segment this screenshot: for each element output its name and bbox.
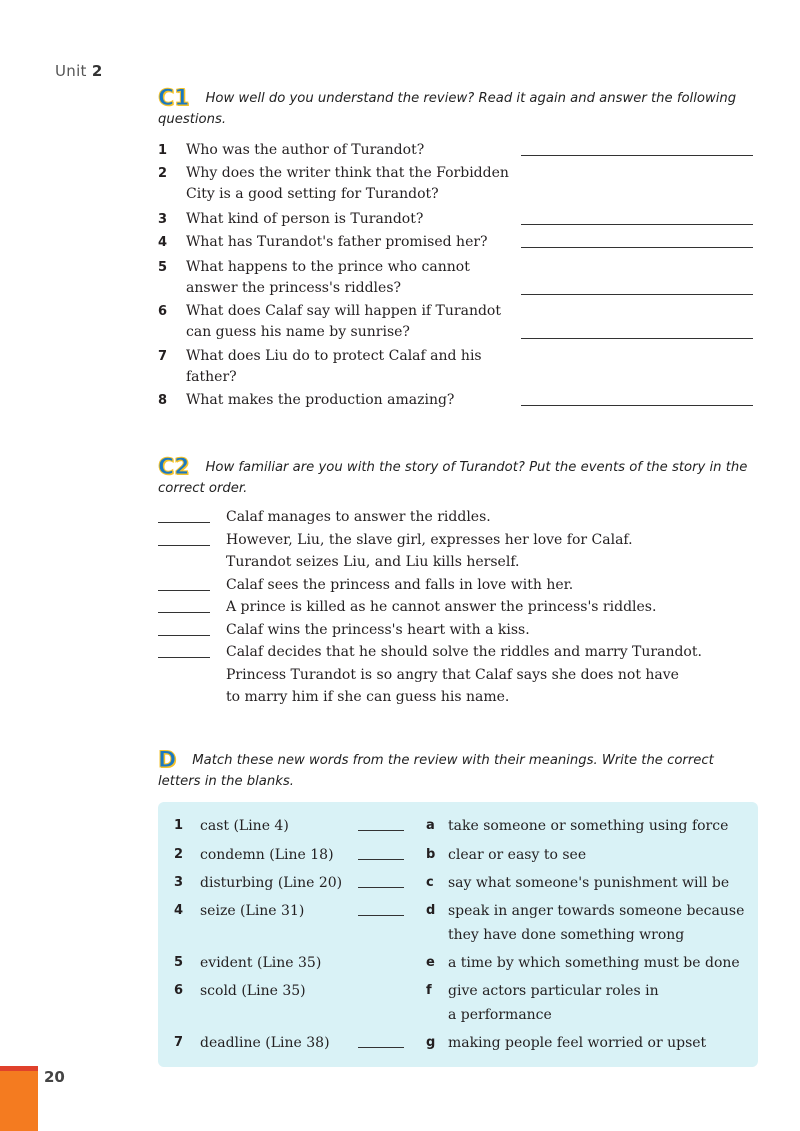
order-blank[interactable] — [158, 596, 210, 613]
question-number: 2 — [158, 166, 168, 181]
question-row — [158, 232, 753, 257]
order-blank[interactable] — [158, 506, 210, 523]
event-text: A prince is killed as he cannot answer the princess's riddles. — [226, 599, 657, 615]
page-color-bar-accent — [0, 1066, 38, 1071]
meaning-text: making people feel worried or upset — [448, 1035, 707, 1051]
c2-instruction-block — [158, 457, 753, 498]
match-row — [174, 843, 764, 871]
d-instruction-block — [158, 750, 753, 791]
match-row — [174, 1031, 764, 1057]
letter-blank[interactable] — [358, 871, 404, 888]
word-term: scold (Line 35) — [200, 983, 306, 999]
answer-line[interactable] — [521, 294, 753, 295]
match-row — [174, 814, 764, 843]
unit-number: 2 — [91, 62, 103, 80]
c2-badge: C2 — [158, 455, 190, 480]
order-blank[interactable] — [158, 529, 210, 546]
meaning-letter: a — [426, 818, 435, 833]
meaning-text: say what someone's punishment will be — [448, 875, 730, 891]
word-number: 5 — [174, 955, 184, 970]
match-row — [174, 979, 764, 1031]
meaning-text: a time by which something must be done — [448, 955, 740, 971]
question-text: What does Liu do to protect Calaf and his father? — [186, 348, 482, 385]
c2-event-list — [158, 506, 753, 709]
event-row — [158, 619, 753, 642]
question-row — [158, 301, 753, 346]
answer-line[interactable] — [521, 338, 753, 339]
meaning-text: take someone or something using force — [448, 818, 729, 834]
word-number: 7 — [174, 1035, 184, 1050]
question-text: What kind of person is Turandot? — [186, 211, 424, 227]
meaning-letter: g — [426, 1035, 436, 1050]
question-text: Why does the writer think that the Forbidden City is a good setting for Turandot? — [186, 165, 509, 202]
c1-instruction: How well do you understand the review? Read it again and answer the following questions. — [158, 91, 737, 127]
event-row — [158, 664, 753, 709]
d-instruction: Match these new words from the review with their meanings. Write the correct letters in the blanks. — [158, 753, 714, 789]
c1-instruction-block — [158, 88, 753, 129]
meaning-letter: f — [426, 983, 432, 998]
word-number: 6 — [174, 983, 184, 998]
word-number: 2 — [174, 847, 184, 862]
event-row — [158, 641, 753, 664]
event-text: Calaf sees the princess and falls in love with her. — [226, 576, 574, 593]
letter-blank[interactable] — [358, 843, 404, 860]
question-number: 6 — [158, 304, 168, 319]
page-number: 20 — [44, 1068, 65, 1086]
meaning-text: clear or easy to see — [448, 847, 587, 863]
meaning-letter: c — [426, 875, 434, 890]
answer-line[interactable] — [521, 247, 753, 248]
word-term: deadline (Line 38) — [200, 1035, 330, 1051]
question-text: What has Turandot's father promised her? — [186, 234, 488, 250]
d-badge: D — [158, 748, 177, 773]
question-row — [158, 140, 753, 163]
question-row — [158, 163, 753, 209]
order-blank[interactable] — [158, 619, 210, 636]
word-term: evident (Line 35) — [200, 955, 322, 971]
question-row — [158, 257, 753, 301]
meaning-text: speak in anger towards someone because they have done something wrong — [448, 903, 745, 943]
page-color-bar — [0, 1066, 38, 1131]
word-term: disturbing (Line 20) — [200, 875, 343, 891]
word-term: cast (Line 4) — [200, 818, 289, 834]
match-row — [174, 899, 764, 951]
event-row — [158, 574, 753, 597]
c2-instruction: How familiar are you with the story of Turandot? Put the events of the story in the correct order. — [158, 460, 748, 496]
meaning-letter: e — [426, 955, 435, 970]
answer-line[interactable] — [521, 224, 753, 225]
match-row — [174, 951, 764, 979]
word-term: condemn (Line 18) — [200, 847, 334, 863]
event-text: Princess Turandot is so angry that Calaf says she does not have to marry him if she can guess his name. — [226, 666, 679, 705]
word-term: seize (Line 31) — [200, 903, 305, 919]
question-text: What happens to the prince who cannot answer the princess's riddles? — [186, 259, 470, 296]
question-text: What does Calaf say will happen if Turandot can guess his name by sunrise? — [186, 303, 501, 340]
event-row — [158, 551, 753, 574]
matching-grid — [174, 814, 764, 1057]
answer-line[interactable] — [521, 155, 753, 156]
letter-blank[interactable] — [358, 814, 404, 831]
match-row — [174, 871, 764, 899]
event-text: However, Liu, the slave girl, expresses her love for Calaf. — [226, 531, 633, 548]
question-number: 4 — [158, 235, 168, 250]
question-number: 5 — [158, 260, 168, 275]
event-text: Calaf wins the princess's heart with a kiss. — [226, 621, 530, 638]
order-blank[interactable] — [158, 641, 210, 658]
word-number: 3 — [174, 875, 184, 890]
word-number: 1 — [174, 818, 184, 833]
word-number: 4 — [174, 903, 184, 918]
question-row — [158, 209, 753, 232]
c1-question-list — [158, 140, 753, 413]
c1-badge: C1 — [158, 86, 190, 111]
event-row — [158, 506, 753, 529]
meaning-letter: d — [426, 903, 436, 918]
answer-line[interactable] — [521, 405, 753, 406]
question-number: 7 — [158, 349, 168, 364]
unit-label — [55, 62, 103, 80]
question-number: 8 — [158, 393, 168, 408]
event-row — [158, 529, 753, 552]
question-number: 3 — [158, 212, 168, 227]
question-text: What makes the production amazing? — [186, 392, 455, 408]
meaning-letter: b — [426, 847, 436, 862]
question-row — [158, 346, 753, 390]
meaning-text: give actors particular roles in a performance — [448, 983, 659, 1023]
event-text: Calaf manages to answer the riddles. — [226, 509, 491, 525]
letter-blank[interactable] — [358, 899, 404, 916]
event-text: Turandot seizes Liu, and Liu kills herself. — [226, 554, 520, 570]
question-row — [158, 390, 753, 413]
unit-word: Unit — [55, 62, 87, 80]
question-number: 1 — [158, 143, 168, 158]
event-row — [158, 596, 753, 619]
event-text: Calaf decides that he should solve the riddles and marry Turandot. — [226, 644, 702, 660]
order-blank[interactable] — [158, 574, 210, 591]
letter-blank[interactable] — [358, 1031, 404, 1048]
question-text: Who was the author of Turandot? — [186, 142, 425, 158]
